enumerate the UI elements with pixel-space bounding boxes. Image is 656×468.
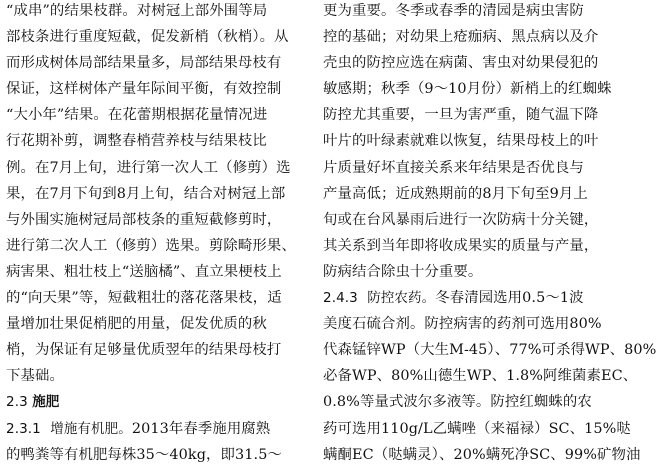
body-text-line: 与外围实施树冠局部枝条的重短截修剪时， [6,211,282,228]
subsection-number: 2.4.3 [323,290,358,307]
body-text-fragment: 2013年春季施用腐熟 [131,420,271,437]
body-text-line: 旬或在台风暴雨后进行一次防病十分关键， [323,211,599,228]
subsection-title: 增施有机肥。 [50,420,132,437]
body-text-line: “大小年”结果。在花蕾期根据花量情况进 [6,107,268,124]
body-text-line: 进行第二次人工（修剪）选果。剪除畸形果、 [6,237,296,254]
body-text-line: 梢，为保证有足够量优质翌年的结果母枝打 [6,342,282,359]
body-text-line: 必备WP、80%山德生WP、1.8%阿维菌素EC、 [323,368,638,385]
subsection-line [6,416,306,442]
body-text-line: 的“向天果”等，短截粗壮的落花落果枝，适 [6,290,282,307]
body-text-line: 叶片的叶绿素就难以恢复，结果母枝上的叶 [323,133,599,150]
body-text-line: 而形成树体局部结果量多，局部结果母枝有 [6,55,282,72]
subsection-line [323,285,617,311]
body-text-line: 行花期补剪，调整春梢营养枝与结果枝比 [6,133,267,150]
body-text-line: 其关系到当年即将收成果实的质量与产量， [323,237,599,254]
body-text-line: 代森锰锌WP（大生M-45）、77%可杀得WP、80% [323,342,656,359]
body-text-line: 例。在7月上旬，进行第一次人工（修剪）选 [6,159,291,176]
body-text-line: 部枝条进行重度短截，促发新梢（秋梢）。从 [6,29,289,46]
section-number: 2.3 [6,394,28,411]
body-text-line: 果，在7月下旬到8月上旬，结合对树冠上部 [6,185,286,202]
section-title: 施肥 [32,394,60,411]
body-text-line: 0.8%等量式波尔多液等。防控红蜘蛛的农 [323,394,592,411]
left-column [6,0,306,468]
body-text-line: 更为重要。冬季或春季的清园是病虫害防 [323,3,584,19]
body-text-line: 下基础。 [6,368,64,385]
subsection-number: 2.3.1 [6,420,41,437]
body-text-fragment: 冬春清园选用0.5～1波 [435,290,584,307]
body-text-line: 壳虫的防控应选在病菌、害虫对幼果侵犯的 [323,55,599,72]
body-text-line: 量增加壮果促梢肥的用量，促发优质的秋 [6,316,267,333]
body-text-line: 片质量好坏直接关系来年结果是否优良与 [323,159,584,176]
body-text-line: 病害果、粗壮枝上“送脑橘”、直立果梗枝上 [6,263,282,280]
body-text-line: 螨酮EC（哒螨灵）、20%螨死净SC、99%矿物油 [323,446,641,463]
section-heading [6,389,306,415]
body-text-line: 防病结合除虫十分重要。 [323,263,483,280]
body-text-line: “成串”的结果枝群。对树冠上部外围等局 [6,3,268,19]
body-text-line: 的鸭粪等有机肥每株35～40kg，即31.5～ [6,446,282,463]
body-text-line: 防控尤其重要，一旦为害严重，随气温下降 [323,107,599,124]
body-text-line: 产量高低；近成熟期前的8月下旬至9月上 [323,185,588,202]
body-text-line: 药可选用110g/L乙螨唑（来福禄）SC、15%哒 [323,420,631,437]
body-text-line: 敏感期；秋季（9～10月份）新梢上的红蜘蛛 [323,81,612,98]
subsection-title: 防控农药。 [367,290,436,307]
right-column [323,0,656,468]
body-text-line: 控的基础；对幼果上疮痂病、黑点病以及介 [323,29,599,46]
body-text-line: 美度石硫合剂。防控病害的药剂可选用80% [323,316,602,333]
body-text-line: 保证，这样树体产量年际间平衡，有效控制 [6,81,282,98]
